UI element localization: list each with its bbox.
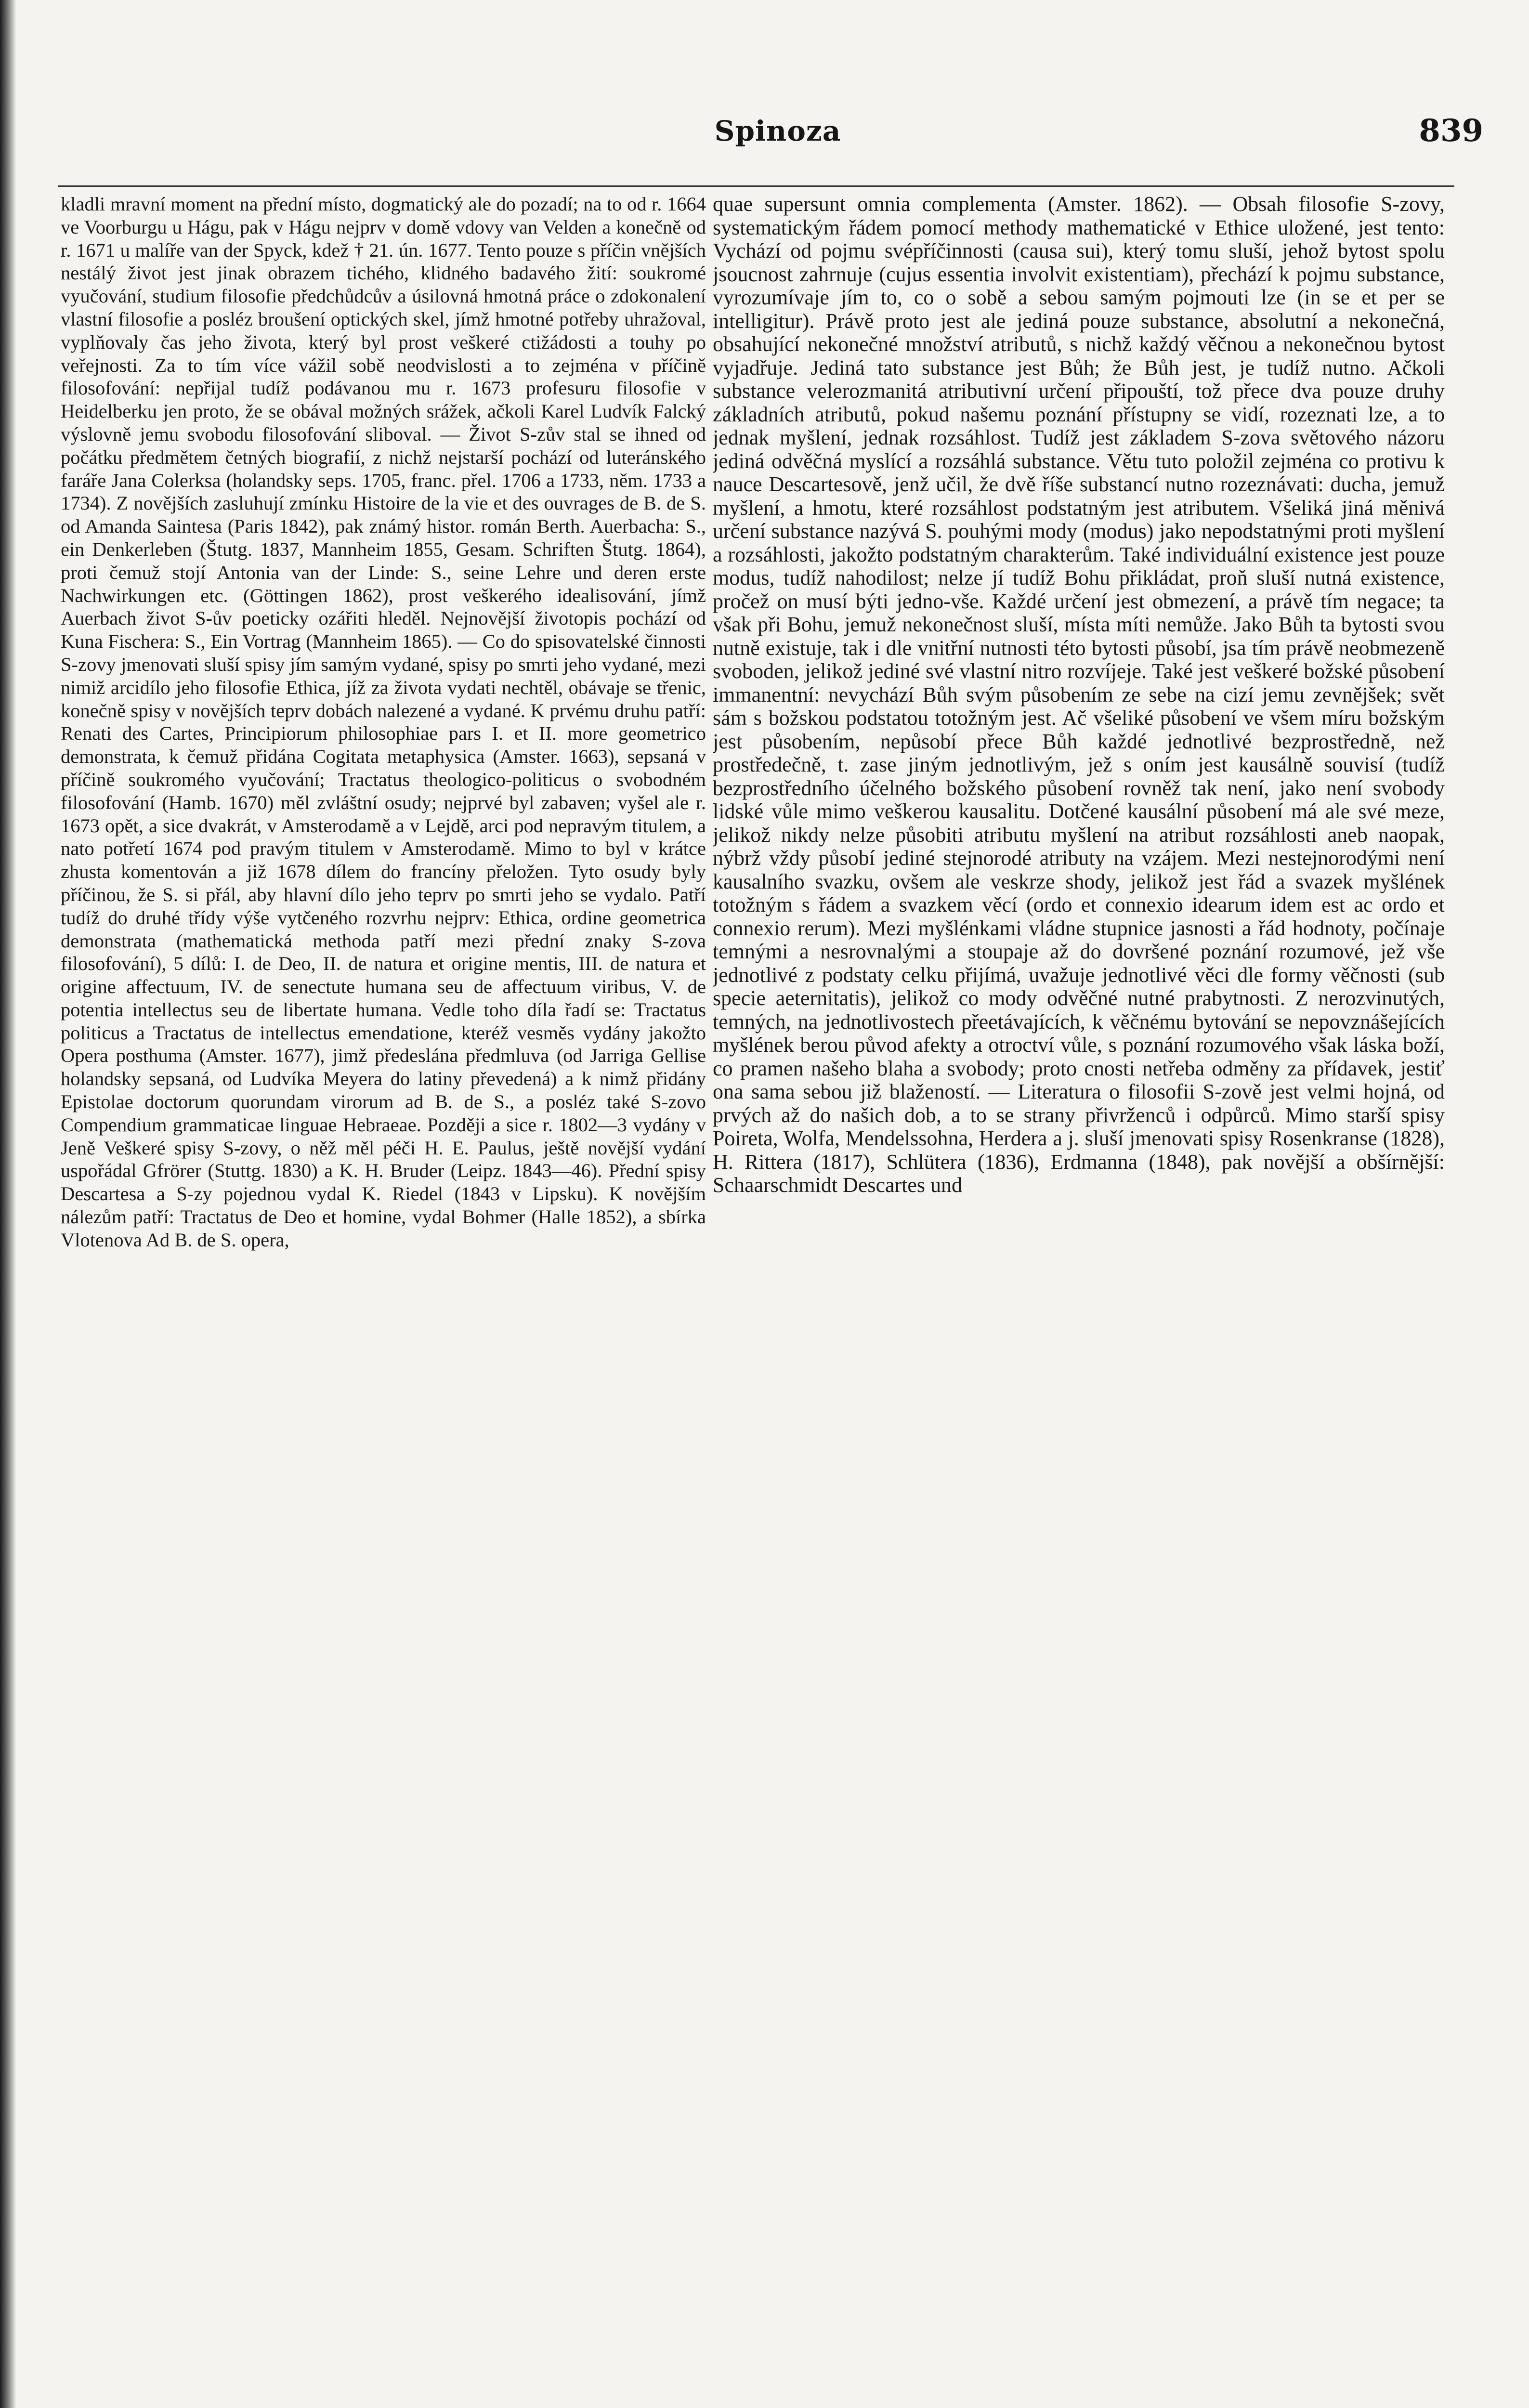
page-header — [58, 103, 1498, 156]
right-column — [713, 193, 1445, 2408]
running-title: Spinoza — [714, 115, 841, 147]
page-number: 839 — [1419, 113, 1483, 149]
right-column-text: quae supersunt omnia complementa (Amster. 1862). — Obsah filosofie S-zovy, systematickým řádem pomocí methody mathematické v Ethice uložené, jest tento: Vychází od pojmu svépříčinnosti (causa sui), který tomu sluší, jehož bytost spolu jsoucnost zahrnuje (cujus essentia involvit existentiam), přechází k pojmu substance, vyrozumívaje jím to, co o sobě a sebou samým pojmouti lze (in se et per se intelligitur). Právě proto jest ale jediná pouze substance, absolutní a nekonečná, obsahující nekonečné množství atributů, s nichž každý věčnou a nekonečnou bytost vyjadřuje. Jediná tato substance jest Bůh; že Bůh jest, je tudíž nutno. Ačkoli substance velerozmanitá atributivní určení připouští, tož přece dva pouze druhy základních atributů, pokud našemu poznání přístupny se vidí, rozeznati lze, a to jednak myšlení, jednak rozsáhlost. Tudíž jest základem S-zova světového názoru jediná odvěčná myslící a rozsáhlá substance. Větu tuto položil zejména co protivu k nauce Descartesově, jenž učil, že dvě říše substancí nutno rozeznávati: ducha, jemuž myšlení, a hmotu, které rozsáhlost podstatným jest atributem. Všeliká jiná měnivá určení substance nazývá S. pouhými mody (modus) jako nepodstatnými proti myšlení a rozsáhlosti, jakožto podstatným charakterům. Také individuální existence jest pouze modus, tudíž nahodilost; nelze jí tudíž Bohu přikládat, proň sluší nutná existence, pročež on musí býti jedno-vše. Každé určení jest obmezení, a právě tím negace; ta však při Bohu, jemuž nekonečnost sluší, místa míti nemůže. Jako Bůh ta bytosti svou nutně existuje, tak i dle vnitřní nutnosti této bytosti působí, jsa tím právě neobmezeně svoboden, jelikož jediné své vlastní nitro rozvíjeje. Také jest veškeré božské působení immanentní: nevychází Bůh svým působením ze sebe na cizí jemu zevnějšek; svět sám s božskou podstatou totožným jest. Ač všeliké působení ve všem míru božským jest působením, nepůsobí přece Bůh každé jednotlivé bezprostředně, než prostředečně, t. zase jiným jednotlivým, jež s oním jest kausálně souvisí (tudíž bezprostředního účelného božského působení rovněž tak není, jako není svobody lidské vůle mimo veškerou kausalitu. Dotčené kausální působení má ale své meze, jelikož nikdy nelze působiti atributu myšlení na atribut rozsáhlosti aneb naopak, nýbrž vždy působí jediné stejnorodé atributy na vzájem. Mezi nestejnorodými není kausalního svazku, ovšem ale veskrze shody, jelikož jest řád a svazek myšlének totožným s řádem a svazkem věcí (ordo et connexio idearum idem est ac ordo et connexio rerum). Mezi myšlénkami vládne stupnice jasnosti a řád hodnoty, počínaje temnými a nesrovnalými a stoupaje až do dovršené poznání rozumové, jež vše jednotlivé z podstaty celku přijímá, uvažuje jednotlivé věci dle formy věčnosti (sub specie aeternitatis), jelikož co mody odvěčné nutné prabytnosti. Z nerozvinutých, temných, na jednotlivostech přeetávajících, k věčnému bytování se nepovznášejících myšlének berou původ afekty a otroctví vůle, s poznání rozumového však láska boží, co pramen našeho blaha a svobody; proto cnosti netřeba odměny za přídavek, jestiť ona sama sebou již blažeností. — Literatura o filosofii S-zově jest velmi hojná, od prvých až do našich dob, a to se strany přivrženců i odpůrců. Mimo starší spisy Poireta, Wolfa, Mendelssohna, Herdera a j. sluší jmenovati spisy Rosenkranse (1828), H. Rittera (1817), Schlütera (1836), Erdmanna (1848), pak novější a obšírnější: Schaarschmidt Descartes und — [713, 193, 1445, 1197]
header-rule — [58, 185, 1454, 187]
left-column-text: kladli mravní moment na přední místo, dogmatický ale do pozadí; na to od r. 1664 ve Voorburgu u Hágu, pak v Hágu nejprv v domě vdovy van Velden a konečně od r. 1671 u malíře van der Spyck, kdež † 21. ún. 1677. Tento pouze s příčin vnějších nestálý život jest jinak obrazem tichého, klidného badavého žití: soukromé vyučování, studium filosofie předchůdcův a úsilovná hmotná práce o zdokonalení vlastní filosofie a posléz broušení optických skel, jímž hmotné potřeby uhražoval, vyplňovaly čas jeho života, který byl prost veškeré ctižádosti a touhy po veřejnosti. Za to tím více vážil sobě neodvislosti a to zejména v příčině filosofování: nepřijal tudíž podávanou mu r. 1673 profesuru filosofie v Heidelberku jen proto, že se obával možných srážek, ačkoli Karel Ludvík Falcký výslovně jemu svobodu filosofování sliboval. — Život S-zův stal se ihned od počátku předmětem četných biografií, z nichž nejstarší pochází od luteránského faráře Jana Colerksa (holandsky seps. 1705, franc. přel. 1706 a 1733, něm. 1733 a 1734). Z novějších zasluhují zmínku Histoire de la vie et des ouvrages de B. de S. od Amanda Saintesa (Paris 1842), pak známý histor. román Berth. Auerbacha: S., ein Denkerleben (Štutg. 1837, Mannheim 1855, Gesam. Schriften Štutg. 1864), proti čemuž stojí Antonia van der Linde: S., seine Lehre und deren erste Nachwirkungen etc. (Göttingen 1862), prost veškerého idealisování, jímž Auerbach život S-ův poeticky ozářiti hleděl. Nejnovější životopis pochází od Kuna Fischera: S., Ein Vortrag (Mannheim 1865). — Co do spisovatelské činnosti S-zovy jmenovati sluší spisy jím samým vydané, spisy po smrti jeho vydané, mezi nimiž arcidílo jeho filosofie Ethica, jíž za života vydati nechtěl, obávaje se třenic, konečně spisy v novějších teprv dobách nalezené a vydané. K prvému druhu patří: Renati des Cartes, Principiorum philosophiae pars I. et II. more geometrico demonstrata, k čemuž přidána Cogitata metaphysica (Amster. 1663), sepsaná v příčině soukromého vyučování; Tractatus theologico-politicus o svobodném filosofování (Hamb. 1670) měl zvláštní osudy; nejprvé byl zabaven; vyšel ale r. 1673 opět, a sice dvakrát, v Amsterodamě a v Lejdě, arci pod nepravým titulem, a nato potřetí 1674 pod pravým titulem v Amsterodamě. Mimo to byl v krátce zhusta komentován a již 1678 dílem do francíny přeložen. Tyto osudy byly příčinou, že S. si přál, aby hlavní dílo jeho teprv po smrti jeho se vydalo. Patří tudíž do druhé třídy výše vytčeného rozvrhu nejprv: Ethica, ordine geometrica demonstrata (mathematická methoda patří mezi přední znaky S-zova filosofování), 5 dílů: I. de Deo, II. de natura et origine mentis, III. de natura et origine affectuum, IV. de senectute humana seu de affectuum viribus, V. de potentia intellectus seu de libertate humana. Vedle toho díla řadí se: Tractatus politicus a Tractatus de intellectus emendatione, kteréž vesměs vydány jakožto Opera posthuma (Amster. 1677), jimž předeslána předmluva (od Jarriga Gellise holandsky sepsaná, od Ludvíka Meyera do latiny převedená) a k nimž přidány Epistolae doctorum quorundam virorum ad B. de S., a posléz také S-zovo Compendium grammaticae linguae Hebraeae. Později a sice r. 1802—3 vydány v Jeně Veškeré spisy S-zovy, o něž měl péči H. E. Paulus, ještě novější vydání uspořádal Gfrörer (Stuttg. 1830) a K. H. Bruder (Leipz. 1843—46). Přední spisy Descartesa a S-zy pojednou vydal K. Riedel (1843 v Lipsku). K novějším nálezům patří: Tractatus de Deo et homine, vydal Bohmer (Halle 1852), a sbírka Vlotenova Ad B. de S. opera, — [61, 193, 706, 1251]
page-edge-shadow — [0, 0, 16, 2408]
left-column — [61, 193, 706, 2408]
